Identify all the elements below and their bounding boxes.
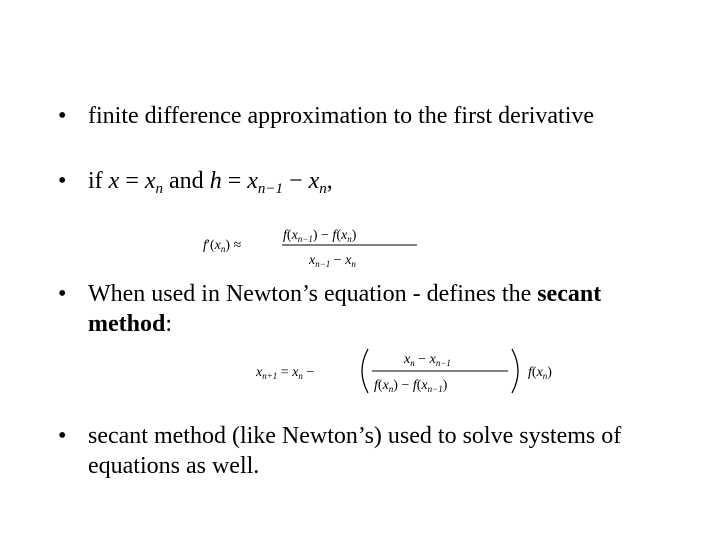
text-secant-method-bold: secant method (88, 281, 602, 337)
text-colon: : (165, 311, 173, 337)
sub-n: n (155, 181, 164, 197)
bullet-finite-difference (58, 101, 658, 131)
right-paren (512, 349, 518, 393)
bullet-text (88, 166, 658, 196)
bullet-secant-intro (58, 279, 658, 339)
fd-lhs: $f'(x_n)$ ≈ (203, 238, 242, 254)
bullet-systems (58, 421, 658, 481)
var-xn: x (308, 168, 320, 194)
text-newton: When used in Newton’s equation - defines the (88, 281, 538, 307)
var-x: x (108, 168, 120, 194)
sec-rhs: $f(x_n)$ (528, 365, 552, 381)
bullet-text: secant method (like Newton’s) used to solve systems of equations as well. (88, 423, 622, 479)
bullet-marker: • (58, 103, 67, 129)
fd-denominator: $x_{n-1} - x_n$ (309, 253, 356, 269)
var-xn: x (144, 168, 156, 194)
sec-denominator: $f(x_n) - f(x_{n-1})$ (374, 378, 448, 394)
fd-numerator: $f(x_{n-1}) - f(x_n)$ (283, 228, 357, 244)
left-paren (362, 349, 368, 393)
text-if: if (88, 168, 109, 194)
bullet-text (88, 279, 658, 339)
bullet-marker: • (58, 168, 67, 194)
text-equals: = (119, 168, 145, 194)
sub-n: n (319, 181, 327, 197)
sec-lhs: $x_{n+1} = x_n$ − (256, 365, 315, 381)
text-minus: − (283, 168, 309, 194)
text-equals: = (221, 168, 248, 194)
bullet-definitions (58, 166, 658, 196)
text-and: and (163, 168, 210, 194)
bullet-marker: • (58, 423, 67, 449)
text-comma: , (326, 168, 333, 194)
bullet-marker: • (58, 281, 67, 307)
sub-nm1: n−1 (257, 181, 284, 197)
sec-numerator: $x_n - x_{n-1}$ (404, 352, 451, 368)
var-h: h (209, 168, 222, 194)
bullet-text: finite difference approximation to the first derivative (88, 103, 595, 129)
var-xnm1: x (247, 168, 258, 194)
finite-difference-equation (203, 220, 423, 274)
secant-equation (256, 343, 576, 399)
